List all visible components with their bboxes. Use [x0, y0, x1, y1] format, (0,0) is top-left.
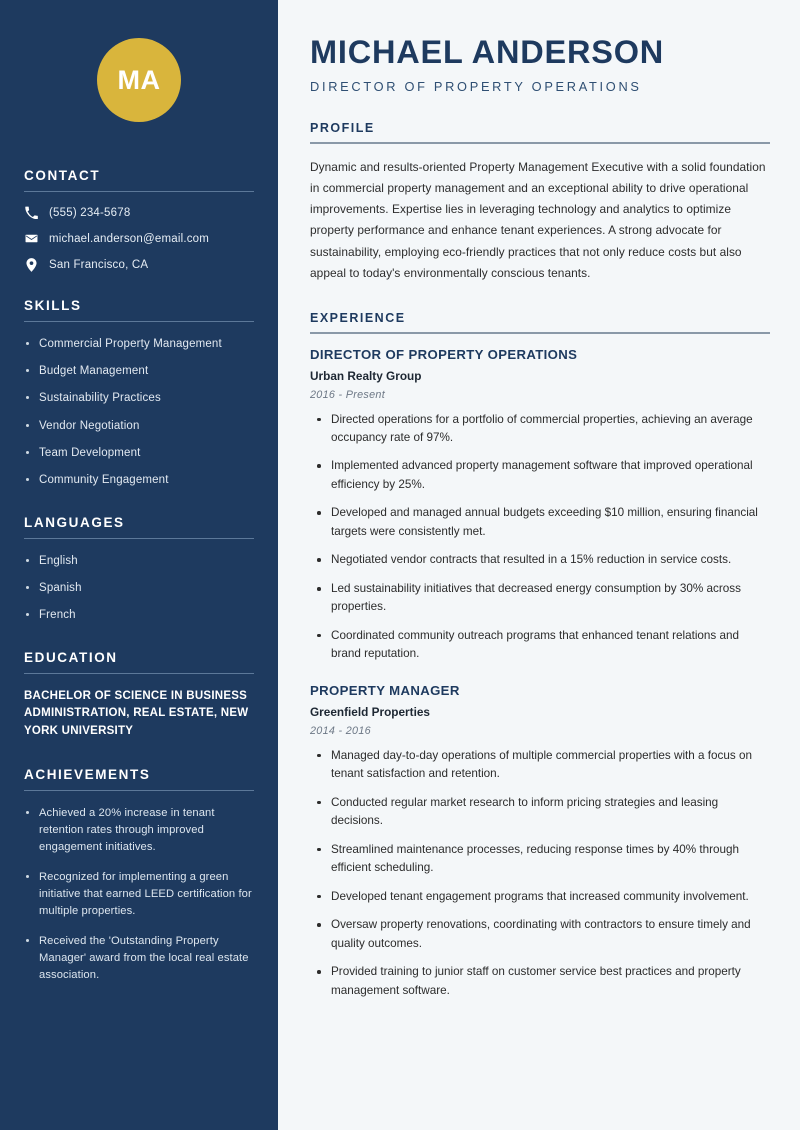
list-item: Led sustainability initiatives that decreased energy consumption by 30% across properties.	[310, 580, 770, 617]
languages-divider	[24, 538, 254, 539]
languages-list	[24, 553, 254, 624]
contact-divider	[24, 191, 254, 192]
list-item: Vendor Negotiation	[24, 418, 254, 435]
list-item: Sustainability Practices	[24, 390, 254, 407]
skills-section	[24, 298, 254, 489]
languages-heading: LANGUAGES	[24, 514, 125, 530]
achievements-divider	[24, 790, 254, 791]
page-title: MICHAEL ANDERSON	[310, 34, 665, 70]
avatar-initials: MA	[97, 38, 181, 122]
profile-heading: PROFILE	[310, 121, 375, 136]
list-item: Streamlined maintenance processes, reducing response times by 40% through efficient scheduling.	[310, 841, 770, 878]
contact-email-value: michael.anderson@email.com	[49, 232, 210, 245]
sidebar	[0, 0, 278, 1130]
list-item: Provided training to junior staff on customer service best practices and property management software.	[310, 963, 770, 1000]
phone-icon	[24, 206, 38, 219]
list-item: Commercial Property Management	[24, 336, 254, 353]
map-pin-icon	[24, 258, 38, 272]
contact-phone-value: (555) 234-5678	[49, 206, 131, 219]
experience-divider	[310, 332, 770, 334]
skills-list	[24, 336, 254, 489]
contact-item-email[interactable]	[24, 232, 254, 245]
list-item: Recognized for implementing a green initiative that earned LEED certification for multiple properties.	[24, 869, 254, 920]
education-heading: EDUCATION	[24, 649, 118, 665]
list-item: French	[24, 607, 254, 624]
experience-company: Greenfield Properties	[310, 704, 430, 719]
contact-heading: CONTACT	[24, 168, 101, 183]
list-item: Managed day-to-day operations of multiple commercial properties with a focus on tenant satisfaction and retention.	[310, 747, 770, 784]
experience-job-title: DIRECTOR OF PROPERTY OPERATIONS	[310, 346, 578, 362]
envelope-icon	[24, 232, 38, 245]
list-item: Received the 'Outstanding Property Manager' award from the local real estate association.	[24, 933, 254, 984]
list-item: Budget Management	[24, 363, 254, 380]
achievements-heading: ACHIEVEMENTS	[24, 766, 151, 782]
education-degree: BACHELOR OF SCIENCE IN BUSINESS ADMINISTRATION, REAL ESTATE, NEW YORK UNIVERSITY	[24, 689, 249, 738]
contact-location-value: San Francisco, CA	[49, 259, 149, 271]
experience-entry	[310, 683, 770, 1000]
contact-item-phone[interactable]	[24, 206, 254, 219]
list-item: Conducted regular market research to inform pricing strategies and leasing decisions.	[310, 794, 770, 831]
experience-company: Urban Realty Group	[310, 368, 422, 383]
achievements-section	[24, 767, 254, 984]
profile-section	[310, 121, 770, 284]
list-item: Directed operations for a portfolio of commercial properties, achieving an average occupancy rate of 97%.	[310, 411, 770, 448]
list-item: Oversaw property renovations, coordinating with contractors to ensure timely and quality outcomes.	[310, 916, 770, 953]
skills-heading: SKILLS	[24, 298, 82, 313]
contact-item-location[interactable]	[24, 258, 254, 272]
main-content	[278, 0, 800, 1130]
list-item: Team Development	[24, 445, 254, 462]
list-item: English	[24, 553, 254, 570]
experience-job-title: PROPERTY MANAGER	[310, 682, 460, 698]
experience-dates: 2014 - 2016	[310, 724, 371, 737]
education-section	[24, 650, 254, 741]
list-item: Spanish	[24, 580, 254, 597]
achievements-list	[24, 805, 254, 984]
list-item: Developed tenant engagement programs that increased community involvement.	[310, 888, 770, 906]
avatar-container	[24, 0, 254, 168]
experience-entry	[310, 347, 770, 664]
experience-bullets	[310, 411, 770, 664]
languages-section	[24, 515, 254, 624]
education-divider	[24, 673, 254, 674]
job-subtitle: DIRECTOR OF PROPERTY OPERATIONS	[310, 79, 642, 95]
experience-bullets	[310, 747, 770, 1000]
experience-dates: 2016 - Present	[310, 388, 386, 401]
contact-section	[24, 168, 254, 272]
list-item: Developed and managed annual budgets exceeding $10 million, ensuring financial targets were consistently met.	[310, 504, 770, 541]
list-item: Negotiated vendor contracts that resulted in a 15% reduction in service costs.	[310, 551, 770, 569]
list-item: Coordinated community outreach programs that enhanced tenant relations and brand reputation.	[310, 627, 770, 664]
experience-section	[310, 311, 770, 1000]
list-item: Implemented advanced property management software that improved operational efficiency by 25%.	[310, 457, 770, 494]
profile-divider	[310, 142, 770, 144]
skills-divider	[24, 321, 254, 322]
list-item: Community Engagement	[24, 472, 254, 489]
list-item: Achieved a 20% increase in tenant retention rates through improved engagement initiatives.	[24, 805, 254, 856]
profile-text: Dynamic and results-oriented Property Management Executive with a solid foundation in commercial property management and an exceptional ability to drive operational improvements. Expertise lies in leveraging technology and analytics to optimize property performance and enhance tenant experiences. A strong advocate for sustainability, employing eco-friendly practices that not only reduce costs but also appeal to today's environmentally conscious tenants.	[310, 159, 766, 280]
experience-heading: EXPERIENCE	[310, 311, 406, 326]
